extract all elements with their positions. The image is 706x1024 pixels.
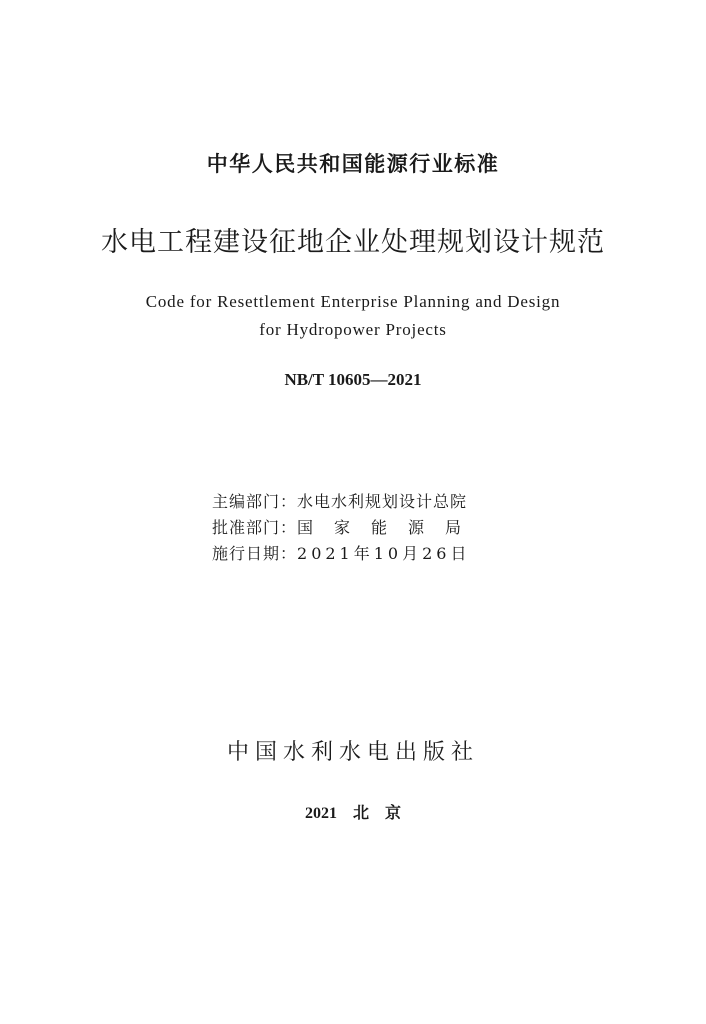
editor-value: 水电水利规划设计总院 [297,492,468,511]
standard-category: 中华人民共和国能源行业标准 [206,152,500,176]
approver-value: 国家能源局 [297,518,483,537]
editor-label: 主编部门： [212,492,298,511]
effective-date-label: 施行日期： [212,544,298,563]
metadata-block [212,489,482,567]
title-chinese: 水电工程建设征地企业处理规划设计规范 [101,227,605,258]
standard-number: NB/T 10605—2021 [284,370,422,389]
approver-row [212,515,482,541]
title-english [0,288,706,344]
editor-row [212,489,482,515]
approver-label: 批准部门： [212,518,298,537]
publisher: 中国水利水电出版社 [226,740,479,765]
title-english-line-1: Code for Resettlement Enterprise Planning and Design [145,292,561,311]
effective-date-value: 2021年10月26日 [297,544,471,563]
effective-date-row [212,541,482,567]
title-english-line-2: for Hydropower Projects [259,320,447,339]
imprint-year-city: 2021 北 京 [304,805,401,822]
